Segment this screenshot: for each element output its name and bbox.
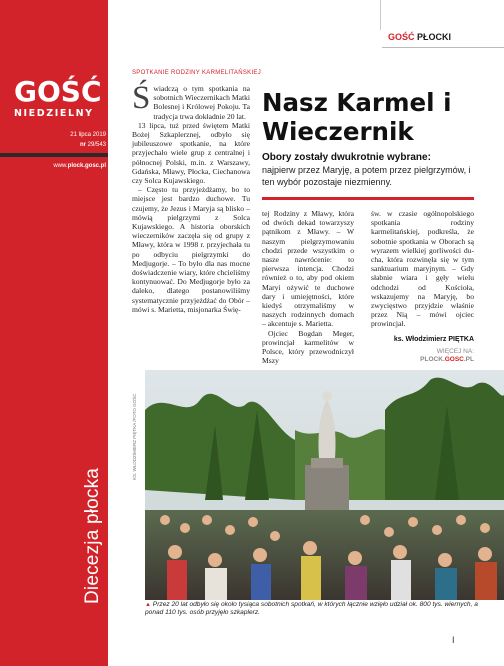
body-paragraph: Ojciec Bogdan Meger, prowincjał karmelitów w Polsce, który przewodniczył Mszy <box>262 328 354 366</box>
read-more[interactable] <box>392 348 474 364</box>
read-more-site-suffix: .PL <box>463 356 474 363</box>
site-url[interactable] <box>44 163 106 169</box>
read-more-label: WIĘCEJ NA: <box>436 348 474 355</box>
article-column-1 <box>132 80 250 314</box>
logo-main-text: GOŚĆ <box>14 75 102 108</box>
article-author: ks. Włodzimierz PIĘTKA <box>393 336 474 343</box>
issue-date: 21 lipca 2019 <box>70 132 106 138</box>
region-badge <box>388 32 451 42</box>
body-paragraph: św. w czasie ogólnopolskiego spotkania rodziny karmelitańskiej, podkreśla, że sobotnie spotkania w Oborach są wyrazem wielkiej gorliwości du-cha, która rozwinęła się w tym sanktuarium maryjnym. – Gdy słabnie wiara i gęły wielu odchodzi od Kościoła, wskazujemy na Maryję, bo zwycięstwo przyjdzie właśnie przez Nią – mówi ojciec prowincjał. <box>371 209 474 329</box>
article-column-3 <box>371 209 474 329</box>
lead-text: wiadczą o tym spotkania na sobotnich Wieczernikach Matki Bolesnej i Królowej Pokoju. Ta tradycja trwa dokładnie 20 lat. <box>153 84 250 121</box>
red-sidebar <box>0 0 108 666</box>
article-headline: Nasz Karmel i Wieczernik <box>262 88 452 146</box>
article-photo <box>145 370 504 600</box>
site-url-prefix: www. <box>53 163 68 169</box>
issue-number <box>54 142 106 148</box>
pilgrims-crowd-photo <box>145 370 504 600</box>
vertical-section-title: Diecezja płocka <box>82 467 103 604</box>
read-more-site-red: GOSC <box>444 356 464 363</box>
body-paragraph: – Często tu przyjeżdżamy, bo to miejsce jest bardzo duchowe. Tu czujemy, że Jezus i Maryja są blisko – mówią pielgrzymi z Solca Kujawskiego. A historia oborskich wieczerników zaczęła się od grupy z Mławy, która w 1998 r. przyjechała tu po odbyciu pielgrzymki do Medjugorje. – To było dla nas mocne doświadczenie wiary, które chcieliśmy kontynuować. Do Medjugorje było za daleko, dlatego postanowiliśmy systematycznie przyjeżdżać do Obór – mówi s. Marietta, misjonarka Świę- <box>132 185 250 314</box>
issue-divider <box>0 153 108 157</box>
photo-caption-text: Przez 20 lat odbyło się około tysiąca sobotnich spotkań, w których łącznie wzięło udział ok. 800 tys. wiernych, a ponad 110 tys. osób przyjęło szkaplerz. <box>145 601 478 617</box>
region-badge-prefix: GOŚĆ <box>388 32 415 42</box>
photo-credit-text: KS. WŁODZIMIERZ PIĘTKA /FOTO GOŚĆ <box>132 393 137 480</box>
header-corner-frame <box>380 0 504 30</box>
article-dek-lead: Obory zostały dwukrotnie wybrane: <box>262 152 431 163</box>
logo-sub-text: NIEDZIELNY <box>14 108 94 119</box>
read-more-site-prefix: PLOCK. <box>420 356 445 363</box>
photo-caption <box>145 601 495 618</box>
drop-cap: Ś <box>132 80 151 116</box>
body-paragraph: tej Rodziny z Mławy, która od dwóch dekad towarzyszy pątnikom z Mławy. – W naszym pielgrzymowaniu chodzi przede wszystkim o nasze nawrócenie: to pierwsza intencja. Chodzi również o to, aby pod okiem Maryi ożywić te duchowe dary i umiejętności, które kiedyś otrzymaliśmy w naszych rodzinnych domach – akcentuje s. Marietta. <box>262 209 354 329</box>
dek-divider <box>262 197 474 200</box>
caption-triangle-icon: ▲ <box>145 602 151 608</box>
lead-paragraph <box>132 80 250 121</box>
gosc-niedzielny-logo <box>14 75 102 119</box>
page-number: I <box>452 635 455 645</box>
read-more-link[interactable] <box>392 356 474 364</box>
photo-credit <box>130 380 138 480</box>
article-dek: najpierw przez Maryję, a potem przez pielgrzymów, i ten wybór pozostaje niezmienny. <box>262 165 471 187</box>
site-url-domain: plock.gosc.pl <box>67 163 106 169</box>
section-kicker: SPOTKANIE RODZINY KARMELITAŃSKIEJ <box>132 70 262 76</box>
region-badge-rule <box>382 47 504 48</box>
issue-number-value: 29/543 <box>87 142 106 148</box>
issue-number-label: nr <box>79 142 86 148</box>
body-paragraph: 13 lipca, tuż przed świętem Matki Bożej Szkaplerznej, odbyło się jubileuszowe spotkanie, na które przyjechało wiele grup z centralnej i północnej Polski, m.in. z Warszawy, Gdańska, Mławy, Płocka, Ciechanowa czy Solca Kujawskiego. <box>132 120 250 186</box>
region-badge-suffix: PŁOCKI <box>417 32 452 42</box>
article-column-2 <box>262 209 354 365</box>
